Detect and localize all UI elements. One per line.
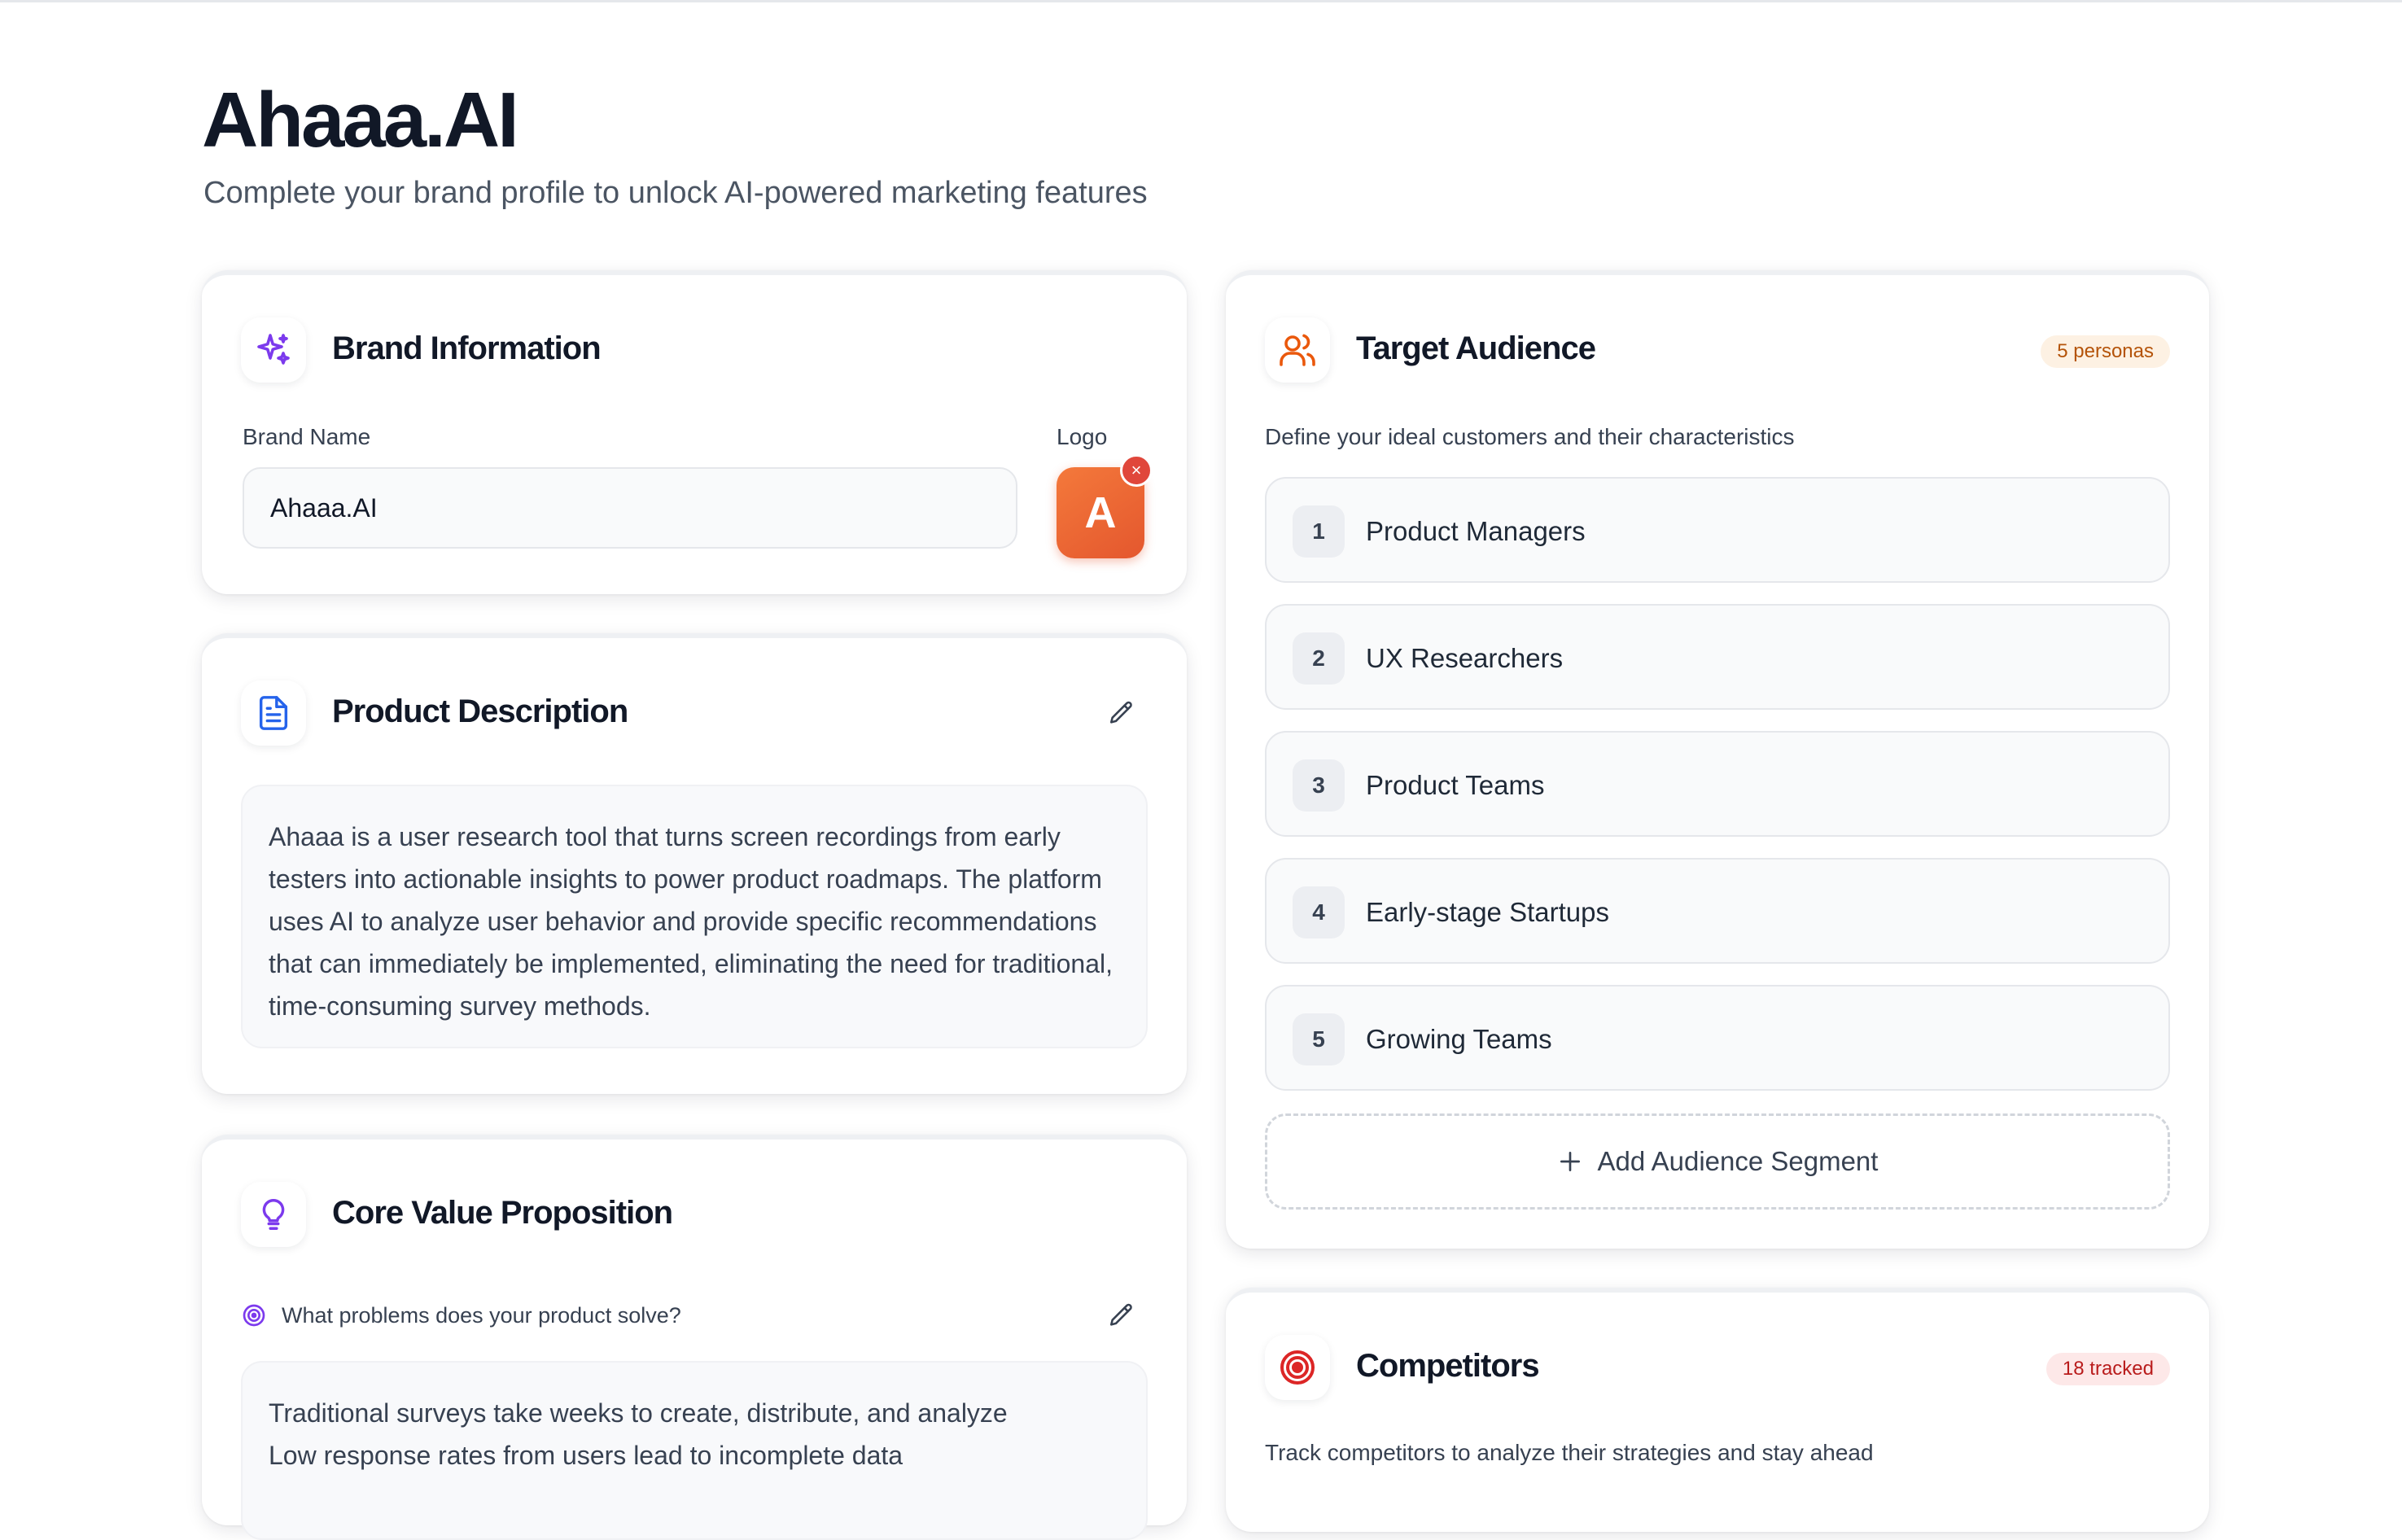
problem-item: Traditional surveys take weeks to create, distribute, and analyze <box>269 1398 1008 1428</box>
product-description-text[interactable]: Ahaaa is a user research tool that turns screen recordings from early testers into actionable insights to power product roadmaps. The platform uses AI to analyze user behavior and provide specific recommendations that can immediately be implemented, eliminating the need for traditional, time-consuming survey methods. <box>241 785 1148 1048</box>
personas-badge: 5 personas <box>2041 335 2170 368</box>
add-audience-segment-button[interactable] <box>1265 1113 2170 1210</box>
brand-name-value: Ahaaa.AI <box>270 492 378 523</box>
lightbulb-icon <box>241 1182 306 1247</box>
target-small-icon <box>241 1302 267 1328</box>
tracked-badge: 18 tracked <box>2046 1353 2170 1385</box>
audience-number: 1 <box>1293 505 1345 558</box>
product-description-card <box>202 633 1187 1094</box>
sparkles-icon <box>241 317 306 383</box>
close-icon: × <box>1131 460 1142 480</box>
problems-text[interactable] <box>241 1361 1148 1540</box>
audience-item[interactable] <box>1265 604 2170 710</box>
core-value-card <box>202 1135 1187 1525</box>
edit-description-button[interactable] <box>1099 690 1144 736</box>
target-audience-card <box>1226 270 2209 1249</box>
audience-label: Product Teams <box>1366 770 1545 800</box>
competitors-title: Competitors <box>1356 1348 1539 1384</box>
plus-icon <box>1557 1148 1583 1175</box>
problem-item: Low response rates from users lead to incomplete data <box>269 1441 903 1470</box>
edit-problems-button[interactable] <box>1099 1293 1144 1338</box>
audience-label: Growing Teams <box>1366 1024 1552 1054</box>
audience-item[interactable] <box>1265 477 2170 583</box>
target-audience-title: Target Audience <box>1356 330 1595 366</box>
competitors-card <box>1226 1288 2209 1532</box>
logo-letter: A <box>1084 488 1117 537</box>
core-value-title: Core Value Proposition <box>332 1195 673 1231</box>
target-audience-description: Define your ideal customers and their characteristics <box>1265 424 1795 449</box>
audience-item[interactable] <box>1265 858 2170 964</box>
top-divider <box>0 0 2402 2</box>
audience-number: 3 <box>1293 759 1345 812</box>
product-description-title: Product Description <box>332 693 628 729</box>
audience-label: Early-stage Startups <box>1366 897 1609 927</box>
pencil-icon <box>1108 1302 1135 1329</box>
audience-item[interactable] <box>1265 731 2170 837</box>
page-title: Ahaaa.AI <box>202 77 517 164</box>
add-audience-label: Add Audience Segment <box>1597 1146 1879 1176</box>
users-icon <box>1265 317 1330 383</box>
remove-logo-button[interactable] <box>1120 454 1153 487</box>
page-subtitle: Complete your brand profile to unlock AI-powered marketing features <box>203 176 1148 210</box>
logo-label: Logo <box>1057 424 1108 449</box>
audience-number: 4 <box>1293 886 1345 938</box>
pencil-icon <box>1108 699 1135 727</box>
audience-label: UX Researchers <box>1366 643 1564 673</box>
document-icon <box>241 680 306 746</box>
brand-name-input[interactable] <box>243 467 1017 549</box>
competitors-description: Track competitors to analyze their strategies and stay ahead <box>1265 1440 1874 1465</box>
audience-number: 5 <box>1293 1013 1345 1065</box>
brand-information-card <box>202 270 1187 594</box>
audience-item[interactable] <box>1265 985 2170 1091</box>
audience-label: Product Managers <box>1366 516 1586 546</box>
brand-name-label: Brand Name <box>243 424 371 449</box>
target-icon <box>1265 1335 1330 1400</box>
brand-information-title: Brand Information <box>332 330 601 366</box>
audience-number: 2 <box>1293 632 1345 685</box>
problems-question: What problems does your product solve? <box>282 1303 681 1328</box>
